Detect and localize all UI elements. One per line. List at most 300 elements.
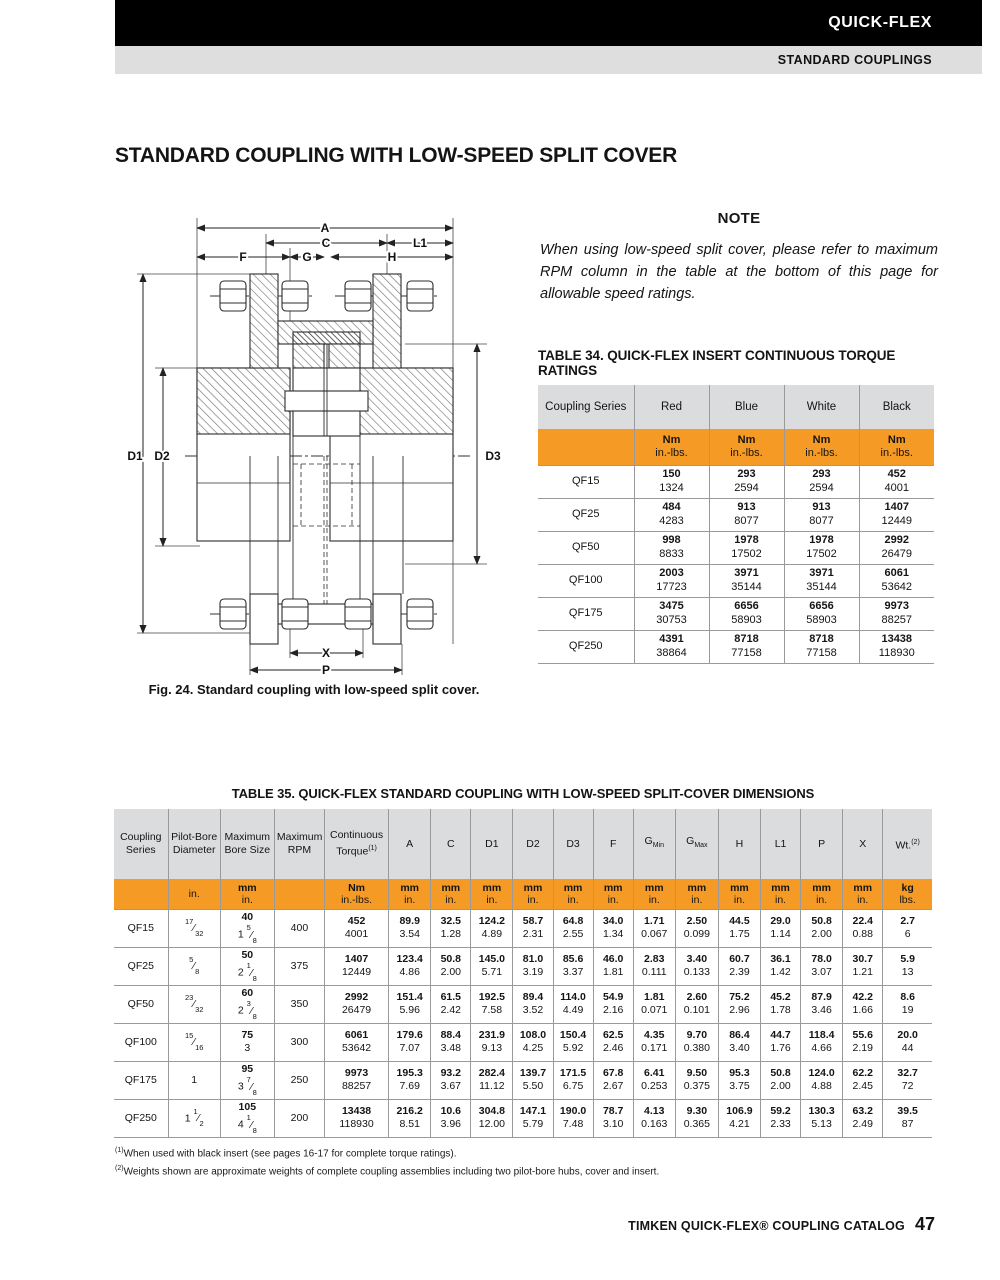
value-secondary: 0.365 (683, 1118, 710, 1130)
black-torque-cell (859, 465, 934, 498)
D1-cell (471, 1099, 513, 1137)
footnote-text: When used with black insert (see pages 16-17 for complete torque ratings). (123, 1148, 457, 1160)
value-primary: 139.7 (519, 1067, 547, 1079)
X-cell (843, 985, 883, 1023)
value-primary: 106.9 (726, 1105, 753, 1117)
max-bore-cell (220, 909, 274, 947)
wt-cell (883, 947, 932, 985)
max-bore-cell (220, 1061, 274, 1099)
table-row (114, 1061, 932, 1099)
unit-primary: mm (687, 881, 707, 894)
value-secondary: 2.00 (811, 928, 832, 940)
X-cell (843, 1099, 883, 1137)
unit-primary: mm (441, 881, 461, 894)
column-header-D2 (513, 809, 553, 879)
unit-secondary: in. (607, 893, 619, 906)
value-primary: 6656 (809, 600, 834, 612)
value-primary: 3475 (659, 600, 684, 612)
value-secondary: 0.099 (683, 928, 710, 940)
value-primary: 45.2 (770, 991, 791, 1003)
pilot-bore-cell (168, 985, 220, 1023)
value-primary: 50.8 (770, 1067, 791, 1079)
value-secondary: 2594 (734, 481, 759, 494)
value-secondary: 3.52 (522, 1004, 544, 1016)
series-cell: QF50 (114, 985, 168, 1023)
value-primary: 452 (347, 915, 366, 927)
value-secondary: 0.88 (852, 928, 873, 940)
value-secondary: 2.55 (562, 928, 584, 940)
table-row (538, 465, 934, 498)
value-primary: 231.9 (478, 1029, 506, 1041)
value-secondary: 53642 (341, 1042, 372, 1054)
column-header-C (431, 809, 471, 879)
max-bore-cell (220, 1023, 274, 1061)
unit-primary: mm (771, 881, 790, 894)
value-secondary: 0.071 (641, 1004, 668, 1016)
value-primary: 130.3 (808, 1105, 835, 1117)
dim-label-x: X (321, 646, 331, 660)
unit-cell-F (593, 879, 633, 909)
coupling-cross-section-diagram (115, 196, 513, 678)
value-secondary: 1.76 (770, 1042, 791, 1054)
unit-primary: mm (730, 881, 749, 894)
value-primary: 62.5 (602, 1029, 624, 1041)
unit-primary: Nm (662, 433, 681, 446)
value-primary: 40 (241, 911, 254, 924)
value-secondary: 3.96 (440, 1118, 461, 1130)
torque-cell (324, 985, 388, 1023)
value-primary: 6.41 (644, 1067, 665, 1079)
value-primary: 2992 (884, 534, 909, 546)
value-primary: 8.6 (900, 991, 915, 1003)
value-secondary: 26479 (881, 547, 913, 560)
value-secondary: 1.34 (602, 928, 624, 940)
value-primary: 8718 (809, 633, 834, 645)
value-secondary: 5.50 (522, 1080, 544, 1092)
H-cell (718, 909, 760, 947)
unit-cell-D3 (553, 879, 593, 909)
unit-secondary: in.-lbs. (730, 446, 763, 459)
column-header-A (389, 809, 431, 879)
dim-label-l1: L1 (412, 236, 428, 250)
value-secondary: 1.21 (852, 966, 873, 978)
value-secondary: 3.07 (811, 966, 832, 978)
column-label: D3 (566, 837, 580, 850)
value-primary: 452 (887, 468, 906, 480)
value-primary: 108.0 (519, 1029, 547, 1041)
value-primary: 1.71 (644, 915, 665, 927)
value-primary: 282.4 (478, 1067, 506, 1079)
value-secondary: 26479 (341, 1004, 372, 1016)
value-secondary: 1.75 (729, 928, 750, 940)
unit-primary: mm (523, 881, 543, 894)
column-label: Pilot-Bore Diameter (171, 831, 218, 856)
series-cell: QF250 (114, 1099, 168, 1137)
value-primary: 145.0 (478, 953, 506, 965)
table-row (538, 498, 934, 531)
red-torque-cell (634, 630, 709, 663)
max-rpm-cell: 400 (274, 909, 324, 947)
table34 (538, 385, 934, 664)
red-torque-cell (634, 465, 709, 498)
torque-cell (324, 909, 388, 947)
value-primary: 75.2 (729, 991, 750, 1003)
value-secondary: 1.66 (852, 1004, 873, 1016)
X-cell (843, 909, 883, 947)
section-text: STANDARD COUPLINGS (777, 53, 932, 67)
value-secondary: 4.66 (811, 1042, 832, 1054)
unit-cell-series (114, 879, 168, 909)
value-secondary: 1.42 (770, 966, 791, 978)
footnote-marker: (2) (115, 1165, 124, 1173)
white-torque-cell (784, 597, 859, 630)
value-secondary: 44 (901, 1042, 914, 1054)
table35-header-row (114, 809, 932, 879)
value-secondary: 4001 (344, 928, 369, 940)
max-bore-cell (220, 985, 274, 1023)
value-primary: 1407 (884, 501, 909, 513)
wt-cell (883, 1099, 932, 1137)
value-primary: 2.60 (686, 991, 708, 1003)
H-cell (718, 1023, 760, 1061)
max-rpm-cell: 250 (274, 1061, 324, 1099)
value-primary: 44.7 (770, 1029, 791, 1041)
blue-torque-cell (709, 498, 784, 531)
column-label: Continuous Torque (330, 829, 384, 858)
fraction: $^{17}⁄_{32}$ (184, 916, 204, 939)
series-cell: QF25 (114, 947, 168, 985)
section-bar (115, 46, 982, 74)
unit-secondary: in. (567, 893, 579, 906)
table34-section (538, 348, 934, 664)
value-secondary: 8077 (734, 514, 759, 527)
value-primary: 293 (737, 468, 756, 480)
value-primary: 8718 (734, 633, 759, 645)
coupling-body (197, 274, 453, 644)
white-torque-cell (784, 531, 859, 564)
table35 (114, 809, 932, 1138)
value-primary: 124.2 (478, 915, 506, 927)
value-primary: 20.0 (897, 1029, 918, 1041)
black-torque-cell (859, 498, 934, 531)
value-primary: 2003 (659, 567, 684, 579)
value-primary: 55.6 (852, 1029, 873, 1041)
value-secondary: 5.13 (811, 1118, 832, 1130)
value-primary: 50.8 (811, 915, 832, 927)
value-primary: 3971 (734, 567, 759, 579)
value-primary: 293 (812, 468, 831, 480)
P-cell (801, 1023, 843, 1061)
table34-title: TABLE 34. QUICK-FLEX INSERT CONTINUOUS TORQUE RATINGS (538, 348, 896, 378)
unit-primary: mm (812, 881, 831, 894)
value-secondary: 5.92 (562, 1042, 584, 1054)
unit-cell-Gmin (633, 879, 675, 909)
value-secondary: 0.101 (683, 1004, 710, 1016)
column-header-pilot (168, 809, 220, 879)
column-header-D3 (553, 809, 593, 879)
unit-secondary: in.-lbs. (341, 893, 373, 906)
value-secondary: 2.49 (852, 1118, 873, 1130)
value-primary: 50 (241, 949, 254, 962)
L1-cell (760, 909, 800, 947)
C-cell (431, 985, 471, 1023)
value-primary: 123.4 (396, 953, 423, 965)
footnotes (115, 1143, 659, 1180)
unit-primary: mm (853, 881, 873, 894)
value-secondary: 4.25 (522, 1042, 544, 1054)
value-secondary: 2.31 (522, 928, 544, 940)
L1-cell (760, 947, 800, 985)
unit-cell-C (431, 879, 471, 909)
value-secondary: 17502 (806, 547, 837, 560)
C-cell (431, 1099, 471, 1137)
value-secondary: 87 (901, 1118, 914, 1130)
max-rpm-cell: 350 (274, 985, 324, 1023)
value-primary: 39.5 (897, 1105, 918, 1117)
value-secondary: 0.163 (641, 1118, 668, 1130)
value-secondary: 13 (901, 966, 914, 978)
unit-secondary: in. (188, 887, 200, 900)
series-cell: QF100 (114, 1023, 168, 1061)
value-secondary: 0.133 (683, 966, 710, 978)
unit-secondary: in. (691, 893, 703, 906)
L1-cell (760, 1099, 800, 1137)
value-primary: 62.2 (852, 1067, 873, 1079)
unit-cell (784, 429, 859, 465)
A-cell (389, 985, 431, 1023)
value-secondary: 3.46 (811, 1004, 832, 1016)
value-secondary: 3.10 (602, 1118, 624, 1130)
value-primary: 60.7 (729, 953, 750, 965)
series-cell: QF175 (538, 597, 634, 630)
value-primary: 6656 (734, 600, 759, 612)
value-primary: 54.9 (602, 991, 624, 1003)
unit-cell-P (801, 879, 843, 909)
dim-label-g: G (302, 250, 312, 264)
column-label: L1 (774, 837, 787, 850)
unit-secondary: in. (527, 893, 539, 906)
column-label: D2 (526, 837, 540, 850)
unit-cell-D1 (471, 879, 513, 909)
value-secondary: 8077 (809, 514, 834, 527)
column-header-torque (324, 809, 388, 879)
value-secondary: 8833 (659, 547, 684, 560)
column-header-Gmin (633, 809, 675, 879)
value-secondary: 7.58 (481, 1004, 503, 1016)
value-secondary: 2.42 (440, 1004, 461, 1016)
value-secondary: 3 (244, 1042, 251, 1054)
blue-torque-cell (709, 465, 784, 498)
D2-cell (513, 1061, 553, 1099)
value-primary: 304.8 (478, 1105, 506, 1117)
value-primary: 50.8 (440, 953, 461, 965)
column-label: G (686, 835, 695, 848)
P-cell (801, 985, 843, 1023)
F-cell (593, 947, 633, 985)
value-secondary: 2.00 (440, 966, 461, 978)
H-cell (718, 1099, 760, 1137)
value-secondary: 4001 (884, 481, 909, 494)
value-secondary: 4.86 (399, 966, 420, 978)
column-label: C (446, 837, 455, 850)
note-heading: NOTE (717, 210, 761, 227)
value-secondary: 3.19 (522, 966, 544, 978)
unit-secondary: in. (445, 893, 457, 906)
P-cell (801, 1099, 843, 1137)
value-secondary: 88257 (341, 1080, 372, 1092)
value-secondary: 4.49 (562, 1004, 584, 1016)
value-primary: 913 (737, 501, 756, 513)
value-secondary: 2.33 (770, 1118, 791, 1130)
table35-title: TABLE 35. QUICK-FLEX STANDARD COUPLING WITH LOW-SPEED SPLIT-COVER DIMENSIONS (231, 786, 815, 801)
value-primary: 9973 (344, 1067, 369, 1079)
value-primary: 2.7 (900, 915, 915, 927)
value-secondary: 12449 (341, 966, 372, 978)
note-body: When using low-speed split cover, please refer to maximum RPM column in the table at the bottom of this page for allowable speed ratings. (540, 242, 938, 303)
table-row (114, 985, 932, 1023)
D1-cell (471, 909, 513, 947)
dim-label-d2: D2 (154, 449, 170, 463)
unit-primary: mm (644, 881, 664, 894)
X-cell (843, 947, 883, 985)
table-row (114, 947, 932, 985)
D1-cell (471, 1061, 513, 1099)
value-primary: 22.4 (852, 915, 873, 927)
unit-secondary: in.-lbs. (655, 446, 688, 459)
value-primary: 86.4 (729, 1029, 750, 1041)
dim-label-d1: D1 (127, 449, 143, 463)
A-cell (389, 909, 431, 947)
value-secondary: 88257 (881, 613, 913, 626)
series-cell: QF250 (538, 630, 634, 663)
column-label: X (859, 837, 867, 850)
X-cell (843, 1061, 883, 1099)
value-primary: 179.6 (396, 1029, 423, 1041)
Gmax-cell (675, 909, 718, 947)
value-secondary: 8.51 (399, 1118, 420, 1130)
unit-cell-D2 (513, 879, 553, 909)
unit-primary: mm (400, 881, 420, 894)
max-bore-cell (220, 1099, 274, 1137)
value-secondary: 2.39 (729, 966, 750, 978)
column-label: P (818, 837, 826, 850)
value-primary: 64.8 (562, 915, 584, 927)
fraction: $^7⁄_8$ (246, 1075, 257, 1097)
value-secondary: 9.13 (481, 1042, 503, 1054)
column-header-Gmax (675, 809, 718, 879)
value-secondary: 4 $^1⁄_8$ (237, 1113, 257, 1135)
Gmin-cell (633, 1023, 675, 1061)
table34-header-row (538, 385, 934, 429)
column-header-series (114, 809, 168, 879)
F-cell (593, 1023, 633, 1061)
value-secondary: 77158 (806, 646, 837, 659)
Gmin-cell (633, 947, 675, 985)
value-primary: 484 (662, 501, 681, 513)
column-header-X (843, 809, 883, 879)
unit-primary: Nm (887, 433, 906, 446)
value-secondary: 3 $^7⁄_8$ (237, 1075, 257, 1097)
value-secondary: 12449 (881, 514, 913, 527)
D2-cell (513, 1023, 553, 1061)
fraction: $^3⁄_8$ (246, 999, 257, 1021)
D1-cell (471, 947, 513, 985)
blue-torque-cell (709, 564, 784, 597)
value-primary: 13438 (341, 1105, 372, 1117)
value-primary: 13438 (881, 633, 913, 645)
max-rpm-cell: 375 (274, 947, 324, 985)
fraction: $^5⁄_8$ (246, 923, 257, 945)
value-secondary: 0.067 (641, 928, 668, 940)
white-torque-cell (784, 498, 859, 531)
value-primary: 6061 (884, 567, 909, 579)
value-primary: 2.83 (644, 953, 665, 965)
value-primary: 29.0 (770, 915, 791, 927)
value-primary: 67.8 (602, 1067, 624, 1079)
Gmin-cell (633, 1061, 675, 1099)
dim-label-f: F (239, 250, 247, 264)
unit-cell-Gmax (675, 879, 718, 909)
value-secondary: 6 (904, 928, 911, 940)
torque-cell (324, 1099, 388, 1137)
value-primary: 42.2 (852, 991, 873, 1003)
column-label: Maximum Bore Size (224, 831, 271, 856)
dim-label-a: A (320, 221, 330, 235)
value-secondary: 4283 (659, 514, 684, 527)
fraction: $^5⁄_8$ (189, 954, 200, 977)
value-secondary: 19 (901, 1004, 914, 1016)
footer-text: TIMKEN QUICK-FLEX® COUPLING CATALOG (628, 1219, 905, 1233)
value-secondary: 118930 (339, 1118, 374, 1130)
value-primary: 1407 (344, 953, 369, 965)
value-primary: 36.1 (770, 953, 791, 965)
value-secondary: 5.96 (399, 1004, 420, 1016)
footnote (115, 1161, 659, 1179)
dim-label-c: C (321, 236, 331, 250)
series-cell: QF15 (538, 465, 634, 498)
torque-cell (324, 1061, 388, 1099)
unit-secondary: lbs. (899, 893, 916, 906)
header-bar (115, 0, 982, 46)
value-secondary: 2 $^1⁄_8$ (237, 961, 257, 983)
Gmin-cell (633, 1099, 675, 1137)
column-header-bore (220, 809, 274, 879)
unit-secondary: in. (241, 893, 253, 906)
value-primary: 171.5 (559, 1067, 587, 1079)
value-secondary: 2.16 (602, 1004, 624, 1016)
X-cell (843, 1023, 883, 1061)
black-torque-cell (859, 564, 934, 597)
column-label: G (644, 835, 653, 848)
F-cell (593, 909, 633, 947)
value-primary: 61.5 (440, 991, 461, 1003)
value-secondary: 2.19 (852, 1042, 873, 1054)
value-primary: 2992 (344, 991, 369, 1003)
table-row (538, 564, 934, 597)
D3-cell (553, 947, 593, 985)
unit-primary: Nm (812, 433, 831, 446)
unit-cell-A (389, 879, 431, 909)
value-secondary: 3.54 (399, 928, 420, 940)
value-secondary: 3.67 (440, 1080, 461, 1092)
unit-secondary: in. (486, 893, 498, 906)
value-secondary: 1.81 (602, 966, 624, 978)
value-secondary: 77158 (731, 646, 762, 659)
unit-primary: Nm (737, 433, 756, 446)
value-primary: 60 (241, 987, 254, 1000)
column-header-wt (883, 809, 932, 879)
value-secondary: 7.69 (399, 1080, 420, 1092)
